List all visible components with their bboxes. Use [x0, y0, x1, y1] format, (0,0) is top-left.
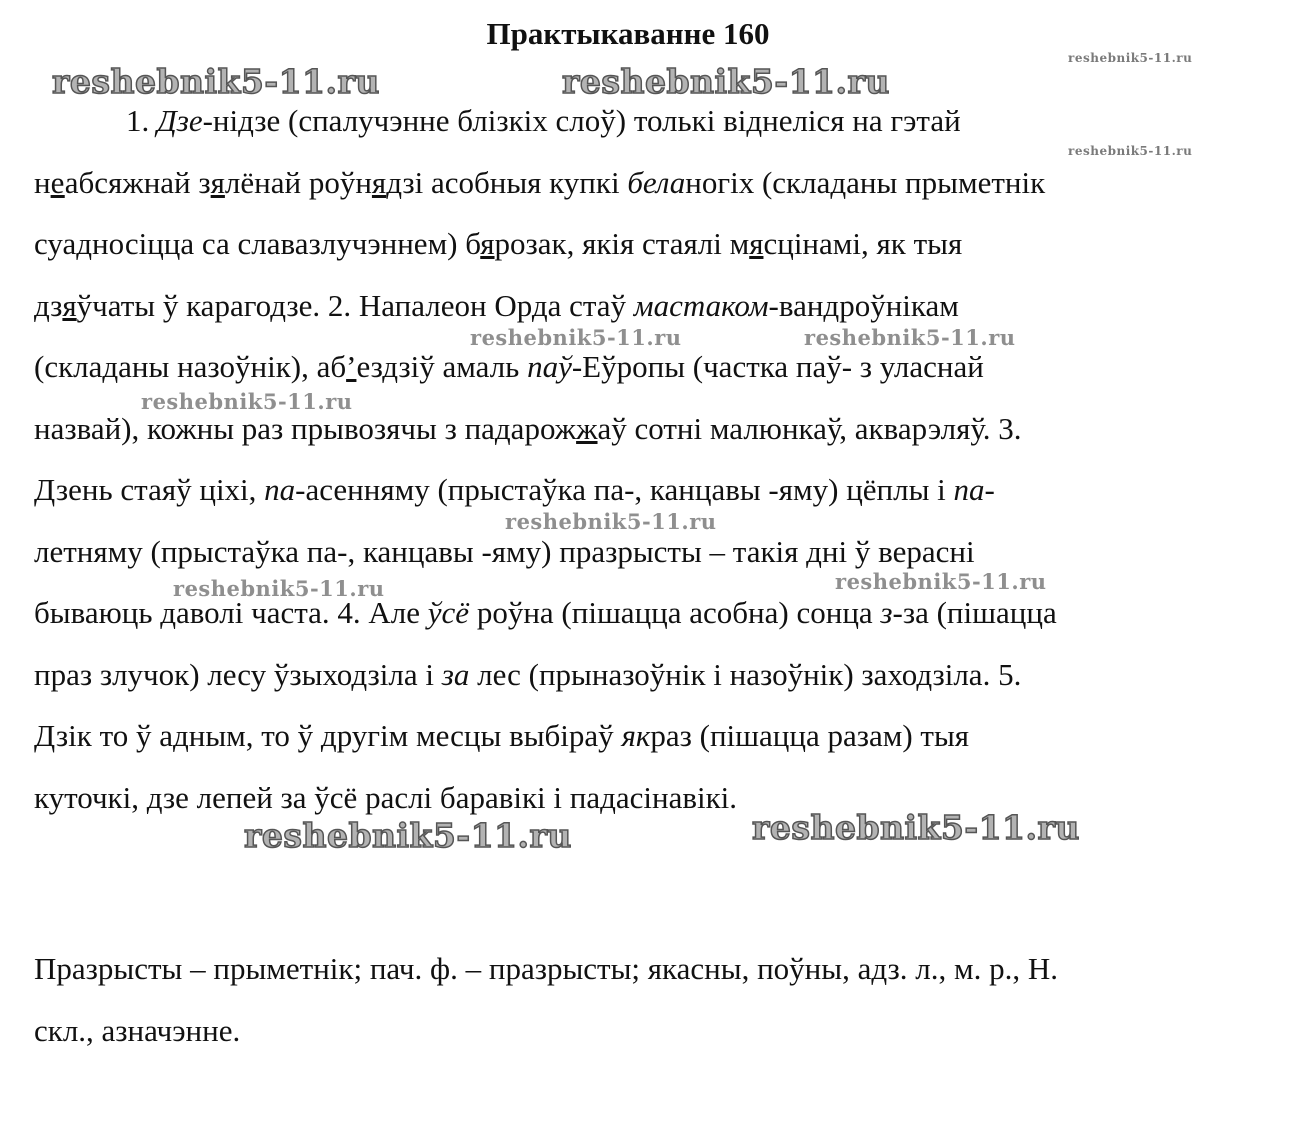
text-line: куточкі, дзе лепей за ўсё раслі баравікі і падасінавікі.: [34, 779, 738, 815]
italic-fragment: за: [441, 656, 470, 692]
text-line: дзяўчаты ў карагодзе. 2. Напалеон Орда стаў мастаком-вандроўнікам: [34, 287, 959, 323]
watermark: reshebnik5-11.ru: [52, 62, 380, 101]
underlined-letter: е: [50, 164, 65, 200]
watermark: reshebnik5-11.ru: [173, 576, 385, 601]
italic-fragment: з: [880, 595, 893, 630]
watermark: reshebnik5-11.ru: [244, 816, 572, 855]
page-title: Практыкаванне 160: [486, 16, 770, 51]
italic-fragment: бела: [627, 164, 686, 200]
italic-fragment: ўсё: [427, 595, 470, 630]
italic-fragment: мастаком: [633, 287, 769, 323]
watermark: reshebnik5-11.ru: [804, 325, 1016, 350]
text-line: бываюць даволі часта. 4. Але ўсё роўна (пішацца асобна) сонца з-за (пішацца: [34, 595, 1057, 630]
text-line: неабсяжнай зялёнай роўнядзі асобныя купкі беланогіх (складаны прыметнік: [34, 164, 1046, 200]
underlined-letter: ’: [346, 349, 357, 384]
italic-fragment: як: [621, 718, 651, 753]
italic-fragment: па: [264, 472, 296, 507]
watermark: reshebnik5-11.ru: [141, 389, 353, 414]
underlined-letter: я: [210, 164, 225, 200]
watermark: reshebnik5-11.ru: [1068, 144, 1193, 158]
text-line: назвай), кожны раз прывозячы з падарожжаў сотні малюнкаў, акварэляў. 3.: [34, 410, 1022, 446]
text-line: Празрысты – прыметнік; пач. ф. – празрысты; якасны, поўны, адз. л., м. р., Н.: [34, 951, 1058, 986]
underlined-letter: я: [62, 287, 77, 323]
text-line: скл., азначэнне.: [34, 1012, 241, 1048]
watermark: reshebnik5-11.ru: [1068, 51, 1193, 65]
italic-fragment: Дзе: [157, 103, 203, 138]
text-line: летняму (прыстаўка па-, канцавы -яму) празрысты – такія дні ў верасні: [34, 533, 975, 569]
underlined-letter: я: [749, 226, 764, 261]
watermark: reshebnik5-11.ru: [470, 325, 682, 350]
italic-fragment: па: [953, 472, 985, 507]
watermark: reshebnik5-11.ru: [835, 569, 1047, 594]
watermark: reshebnik5-11.ru: [752, 808, 1080, 847]
text-line: Дзік то ў адным, то ў другім месцы выбіраў якраз (пішацца разам) тыя: [34, 718, 970, 753]
text-line: Дзень стаяў ціхі, па-асенняму (прыстаўка па-, канцавы -яму) цёплы і па-: [34, 472, 995, 507]
exercise-text: [34, 90, 1259, 828]
text-line: (складаны назоўнік), аб’ездзіў амаль паў-Еўропы (частка паў- з уласнай: [34, 349, 984, 384]
text-line: 1. Дзе-нідзе (спалучэнне блізкіх слоў) толькі віднеліся на гэтай: [126, 103, 961, 138]
word-analysis: [34, 938, 1259, 1061]
watermark: reshebnik5-11.ru: [562, 62, 890, 101]
watermark: reshebnik5-11.ru: [505, 509, 717, 534]
text-line: суадносіцца са славазлучэннем) бярозак, якія стаялі мясцінамі, як тыя: [34, 226, 963, 261]
underlined-letter: ж: [576, 410, 598, 446]
italic-fragment: паў: [527, 349, 572, 384]
text-line: праз злучок) лесу ўзыходзіла і за лес (прыназоўнік і назоўнік) заходзіла. 5.: [34, 656, 1022, 692]
underlined-letter: я: [480, 226, 495, 261]
underlined-letter: я: [371, 164, 387, 200]
